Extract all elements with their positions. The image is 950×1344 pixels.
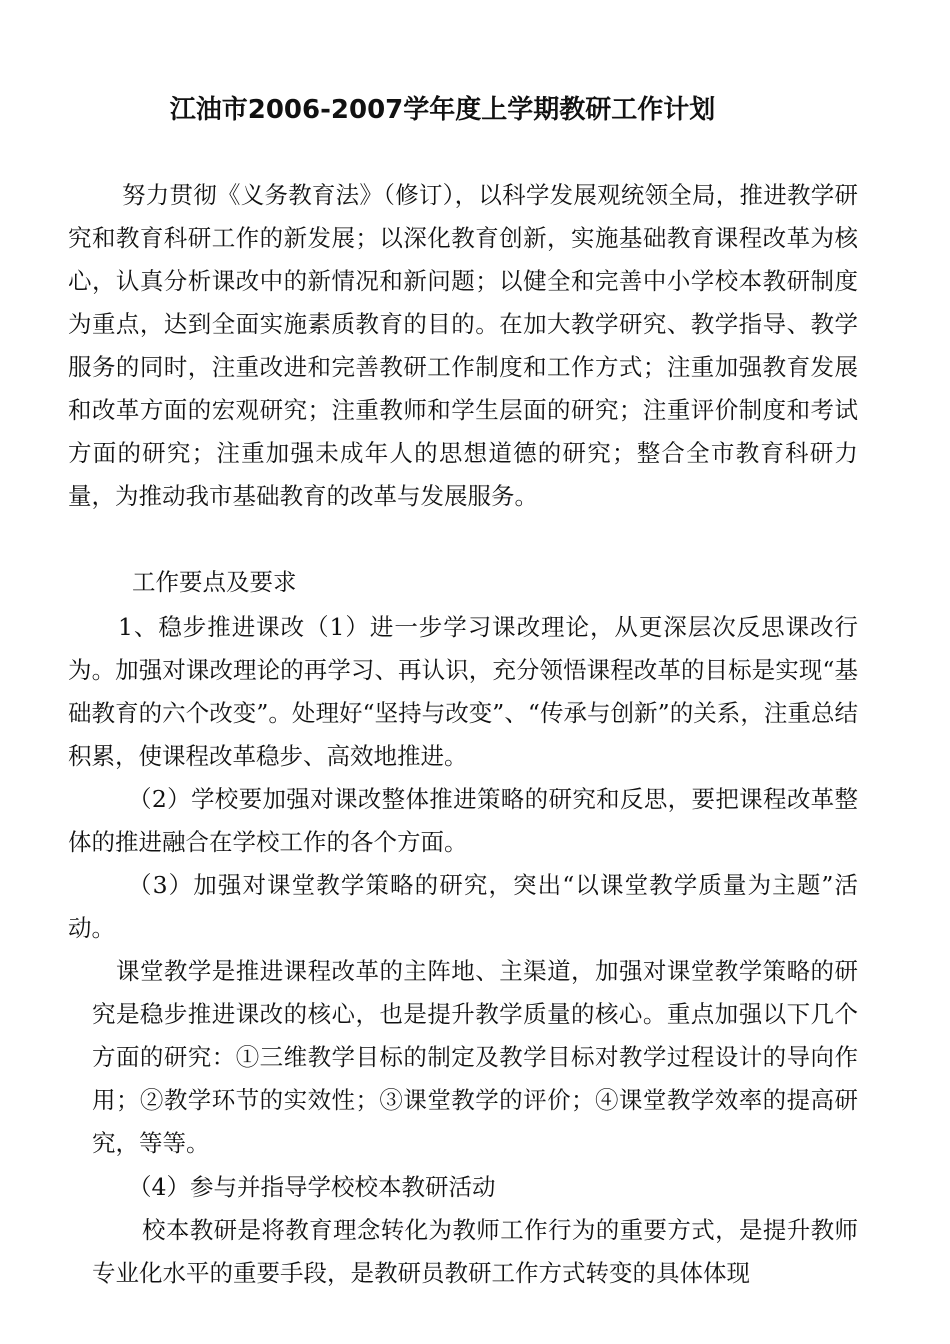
item-1-paragraph: 1、稳步推进课改（1）进一步学习课改理论，从更深层次反思课改行为。加强对课改理论的再学习、再认识，充分领悟课程改革的目标是实现“基础教育的六个改变”。处理好“坚持与改变”、“传承与创新”的关系，注重总结积累，使课程改革稳步、高效地推进。 <box>68 613 858 770</box>
item-2-paragraph: （2）学校要加强对课改整体推进策略的研究和反思，要把课程改革整体的推进融合在学校工作的各个方面。 <box>68 785 858 856</box>
school-research-paragraph: 校本教研是将教育理念转化为教师工作行为的重要方式，是提升教师专业化水平的重要手段，是教研员教研工作方式转变的具体体现 <box>92 1216 858 1287</box>
section-heading: 工作要点及要求 <box>132 568 297 596</box>
item-3-paragraph: （3）加强对课堂教学策略的研究，突出“以课堂教学质量为主题”活动。 <box>68 871 858 942</box>
item-4-paragraph: （4）参与并指导学校校本教研活动 <box>128 1173 496 1201</box>
document-title: 江油市2006-2007学年度上学期教研工作计划 <box>169 95 716 125</box>
intro-paragraph: 努力贯彻《义务教育法》（修订），以科学发展观统领全局，推进教学研究和教育科研工作的新发展；以深化教育创新，实施基础教育课程改革为核心，认真分析课改中的新情况和新问题；以健全和完善中小学校本教研制度为重点，达到全面实施素质教育的目的。在加大教学研究、教学指导、教学服务的同时，注重改进和完善教研工作制度和工作方式；注重加强教育发展和改革方面的宏观研究；注重教师和学生层面的研究；注重评价制度和考试方面的研究；注重加强未成年人的思想道德的研究；整合全市教育科研力量，为推动我市基础教育的改革与发展服务。 <box>68 181 858 510</box>
classroom-teaching-paragraph: 课堂教学是推进课程改革的主阵地、主渠道，加强对课堂教学策略的研究是稳步推进课改的核心，也是提升教学质量的核心。重点加强以下几个方面的研究：①三维教学目标的制定及教学目标对教学过程设计的导向作用；②教学环节的实效性；③课堂教学的评价；④课堂教学效率的提高研究，等等。 <box>92 957 858 1157</box>
